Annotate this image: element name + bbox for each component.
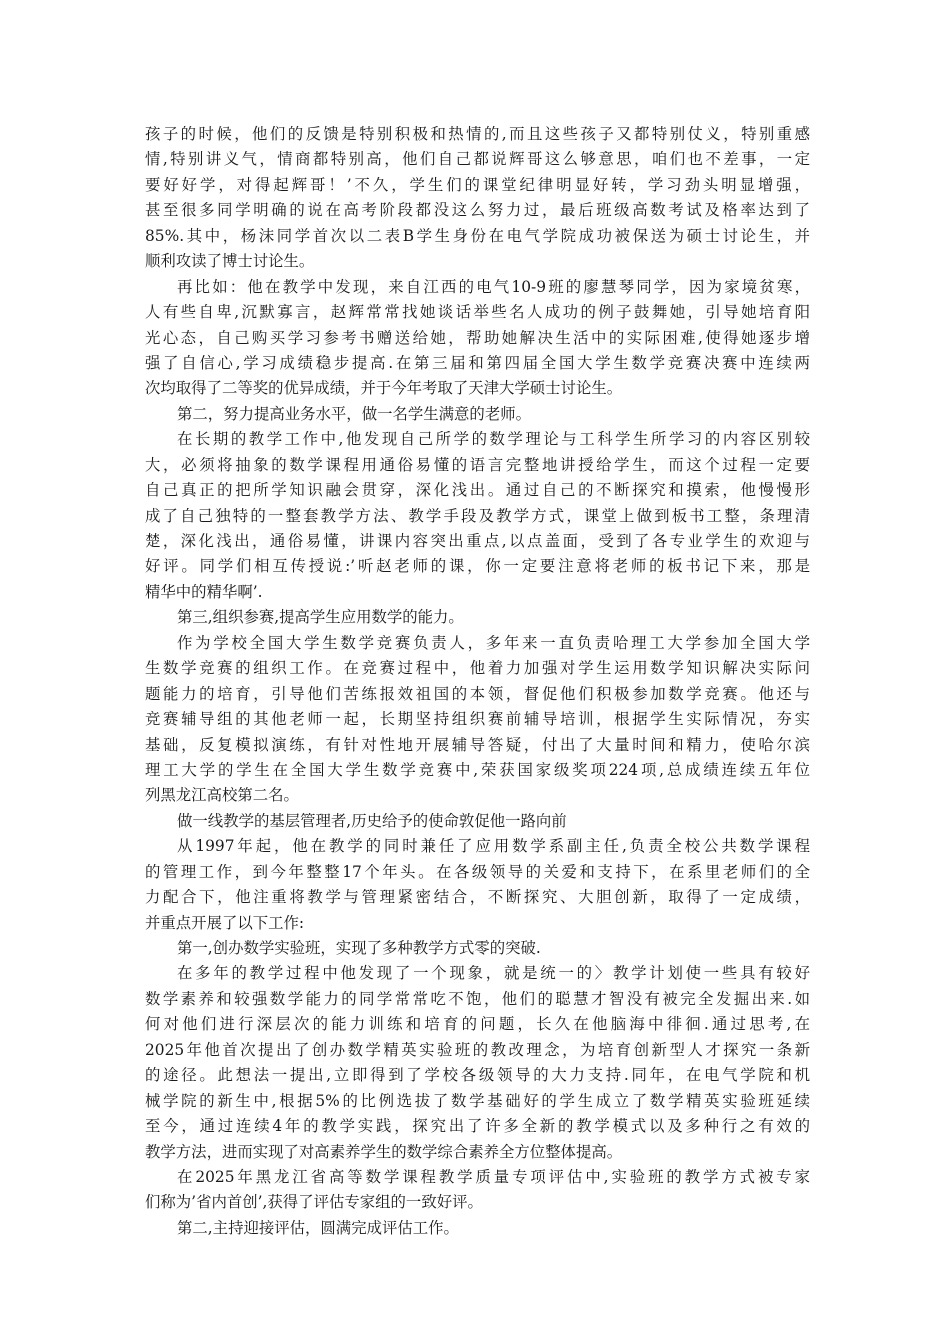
text-line: 大，必须将抽象的数学课程用通俗易懂的语言完整地讲授给学生，而这个过程一定要 [145,455,810,474]
text-line: 何对他们进行深层次的能力训练和培育的问题，长久在他脑海中徘徊.通过思考,在 [145,1015,810,1034]
text-line: 的途径。此想法一提出,立即得到了学校各级领导的大力支持.同年，在电气学院和机 [145,1066,810,1085]
paragraph-first-line: 从1997年起，他在教学的同时兼任了应用数学系副主任,负责全校公共数学课程 [177,837,810,856]
text-line: 情,特别讲义气，情商都特别高，他们自己都说辉哥这么够意思，咱们也不差事，一定 [145,150,810,169]
text-line: 孩子的时候，他们的反馈是特别积极和热情的,而且这些孩子又都特别仗义，特别重感 [145,125,810,143]
section-heading: 第三,组织参赛,提高学生应用数学的能力。 [177,608,464,627]
text-line: 数学素养和较强数学能力的同学常常吃不饱，他们的聪慧才智没有被完全发掘出来.如 [145,989,810,1008]
section-heading: 第二,主持迎接评估，圆满完成评估工作。 [177,1218,459,1237]
text-line: 成了自己独特的一整套教学方法、教学手段及教学方式，课堂上做到板书工整，条理清 [145,506,810,525]
text-line: 并重点开展了以下工作: [145,913,305,932]
text-line: 教学方法，进而实现了对高素养学生的数学综合素养全方位整体提高。 [145,1142,623,1161]
section-heading: 第二，努力提高业务水平，做一名学生满意的老师。 [177,404,531,423]
text-line: 次均取得了二等奖的优异成绩，并于今年考取了天津大学硕士讨论生。 [145,379,623,398]
paragraph-first-line: 作为学校全国大学生数学竞赛负责人，多年来一直负责哈理工大学参加全国大学 [177,633,810,652]
text-line: 甚至很多同学明确的说在高考阶段都没这么努力过，最后班级高数考试及格率达到了 [145,201,810,220]
section-heading: 做一线教学的基层管理者,历史给予的使命敦促他一路向前 [177,811,567,830]
text-line: 2025年他首次提出了创办数学精英实验班的教改理念，为培育创新型人才探究一条新 [145,1040,810,1059]
text-line: 械学院的新生中,根据5%的比例选拔了数学基础好的学生成立了数学精英实验班延续 [145,1091,810,1110]
text-line: 85%.其中，杨沫同学首次以二表B学生身份在电气学院成功被保送为硕士讨论生，并 [145,226,810,245]
text-line: 的管理工作，到今年整整17个年头。在各级领导的关爱和支持下，在系里老师们的全 [145,862,810,881]
text-line: 强了自信心,学习成绩稳步提高.在第三届和第四届全国大学生数学竞赛决赛中连续两 [145,353,810,372]
text-line: 理工大学的学生在全国大学生数学竞赛中,荣获国家级奖项224项,总成绩连续五年位 [145,760,810,779]
text-line: 们称为’省内首创’,获得了评估专家组的一致好评。 [145,1193,483,1212]
text-line: 生数学竞赛的组织工作。在竞赛过程中，他着力加强对学生运用数学知识解决实际问 [145,659,810,678]
paragraph-first-line: 在2025年黑龙江省高等数学课程教学质量专项评估中,实验班的教学方式被专家 [177,1167,810,1186]
text-line: 光心态，自己购买学习参考书赠送给她，帮助她解决生活中的实际困难,使得她逐步增 [145,328,810,347]
document-body [145,122,810,1241]
paragraph-first-line: 在长期的教学工作中,他发现自己所学的数学理论与工科学生所学习的内容区别较 [177,430,810,449]
section-heading: 第一,创办数学实验班，实现了多种教学方式零的突破. [177,939,541,957]
text-line: 精华中的精华啊’. [145,582,263,601]
text-line: 竞赛辅导组的其他老师一起，长期坚持组织赛前辅导培训，根据学生实际情况，夯实 [145,710,810,729]
paragraph-first-line: 再比如：他在教学中发现，来自江西的电气10-9班的廖慧琴同学，因为家境贫寒， [177,277,810,296]
text-line: 好评。同学们相互传授说:’听赵老师的课，你一定要注意将老师的板书记下来，那是 [145,557,810,576]
text-line: 基础，反复模拟演练，有针对性地开展辅导答疑，付出了大量时间和精力，使哈尔滨 [145,735,810,754]
text-line: 至今，通过连续4年的教学实践，探究出了许多全新的教学模式以及多种行之有效的 [145,1117,810,1136]
paragraph-first-line: 在多年的教学过程中他发现了一个现象，就是统一的〉教学计划使一些具有较好 [177,964,810,983]
text-line: 顺利攻读了博士讨论生。 [145,252,315,271]
text-line: 列黑龙江高校第二名。 [145,786,299,805]
text-line: 人有些自卑,沉默寡言，赵辉常常找她谈话举些名人成功的例子鼓舞她，引导她培育阳 [145,303,810,322]
text-line: 要好好学，对得起辉哥！’不久，学生们的课堂纪律明显好转，学习劲头明显增强， [145,175,810,194]
text-line: 自己真正的把所学知识融会贯穿，深化浅出。通过自己的不断探究和摸索，他慢慢形 [145,481,810,500]
text-line: 楚，深化浅出，通俗易懂，讲课内容突出重点,以点盖面，受到了各专业学生的欢迎与 [145,532,810,550]
text-line: 题能力的培育，引导他们苦练报效祖国的本领，督促他们积极参加数学竞赛。他还与 [145,684,810,703]
text-line: 力配合下，他注重将教学与管理紧密结合，不断探究、大胆创新，取得了一定成绩， [145,888,810,907]
